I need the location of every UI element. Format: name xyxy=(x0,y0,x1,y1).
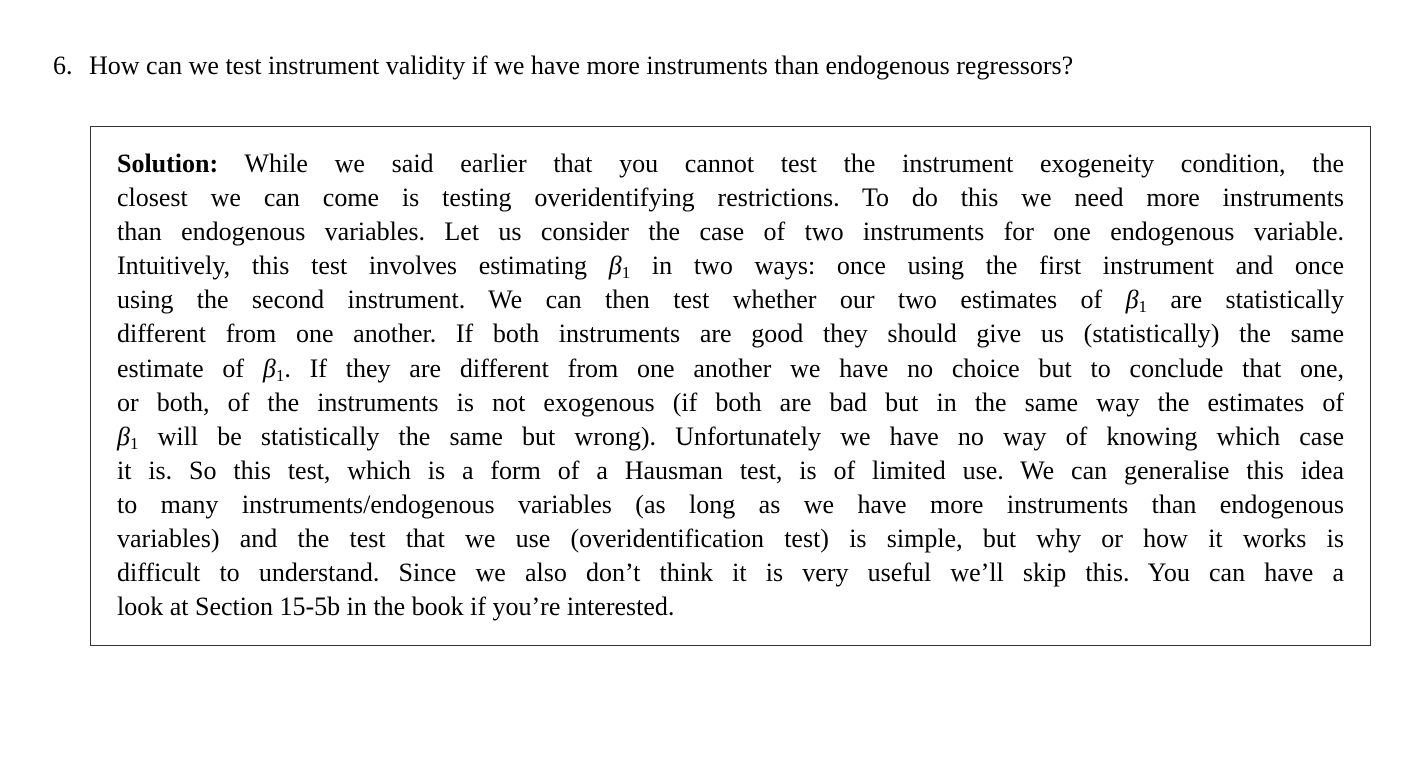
solution-text: Intuitively, this test involves estimating xyxy=(117,251,609,281)
solution-text: difficult to understand. Since we also don’t think it is very useful we’ll skip this. You can have a xyxy=(117,558,1344,588)
solution-label: Solution: xyxy=(117,149,219,178)
solution-text: estimate of xyxy=(117,353,263,383)
solution-line xyxy=(117,147,1344,181)
beta-symbol: $\beta_1$ xyxy=(117,421,139,453)
solution-text: are statistically xyxy=(1147,285,1344,315)
solution-text: variables) and the test that we use (overidentification test) is simple, but why or how it works is xyxy=(117,524,1344,554)
solution-line xyxy=(117,215,1344,249)
solution-text: look at Section 15-5b in the book if you’re interested. xyxy=(117,592,675,622)
solution-line xyxy=(117,181,1344,215)
solution-line xyxy=(117,522,1344,556)
solution-text: or both, of the instruments is not exogenous (if both are bad but in the same way the estimates of xyxy=(117,387,1344,417)
solution-line xyxy=(117,556,1344,590)
solution-text: to many instruments/endogenous variables (as long as we have more instruments than endogenous xyxy=(117,489,1344,519)
solution-text: using the second instrument. We can then test whether our two estimates of xyxy=(117,285,1126,315)
solution-line xyxy=(117,317,1344,351)
solution-line xyxy=(117,420,1344,454)
solution-line xyxy=(117,590,1344,624)
solution-text: will be statistically the same but wrong). Unfortunately we have no way of knowing which case xyxy=(138,421,1344,451)
solution-text: closest we can come is testing overidentifying restrictions. To do this we need more instruments xyxy=(117,183,1344,213)
solution-text: While we said earlier that you cannot test the instrument exogeneity condition, the xyxy=(218,149,1344,178)
solution-line xyxy=(117,454,1344,488)
question-number: 6. xyxy=(53,51,73,80)
solution-line xyxy=(117,386,1344,420)
solution-line xyxy=(117,488,1344,522)
solution-line xyxy=(117,249,1344,283)
solution-box xyxy=(90,126,1371,646)
solution-text: different from one another. If both instruments are good they should give us (statistically) the same xyxy=(117,319,1344,349)
solution-text: than endogenous variables. Let us consider the case of two instruments for one endogenous variable. xyxy=(117,217,1344,247)
question xyxy=(53,49,1383,83)
solution-line xyxy=(117,283,1344,317)
solution-text: it is. So this test, which is a form of a Hausman test, is of limited use. We can generalise this idea xyxy=(117,455,1344,485)
solution-text: . If they are different from one another we have no choice but to conclude that one, xyxy=(284,353,1345,383)
question-text: How can we test instrument validity if we have more instruments than endogenous regressors? xyxy=(89,51,1074,80)
solution-line xyxy=(117,352,1344,386)
beta-symbol: $\beta_1$ xyxy=(262,353,285,385)
solution-text: in two ways: once using the first instrument and once xyxy=(630,251,1344,281)
beta-symbol: $\beta_1$ xyxy=(608,251,631,283)
beta-symbol: $\beta_1$ xyxy=(1125,285,1148,317)
